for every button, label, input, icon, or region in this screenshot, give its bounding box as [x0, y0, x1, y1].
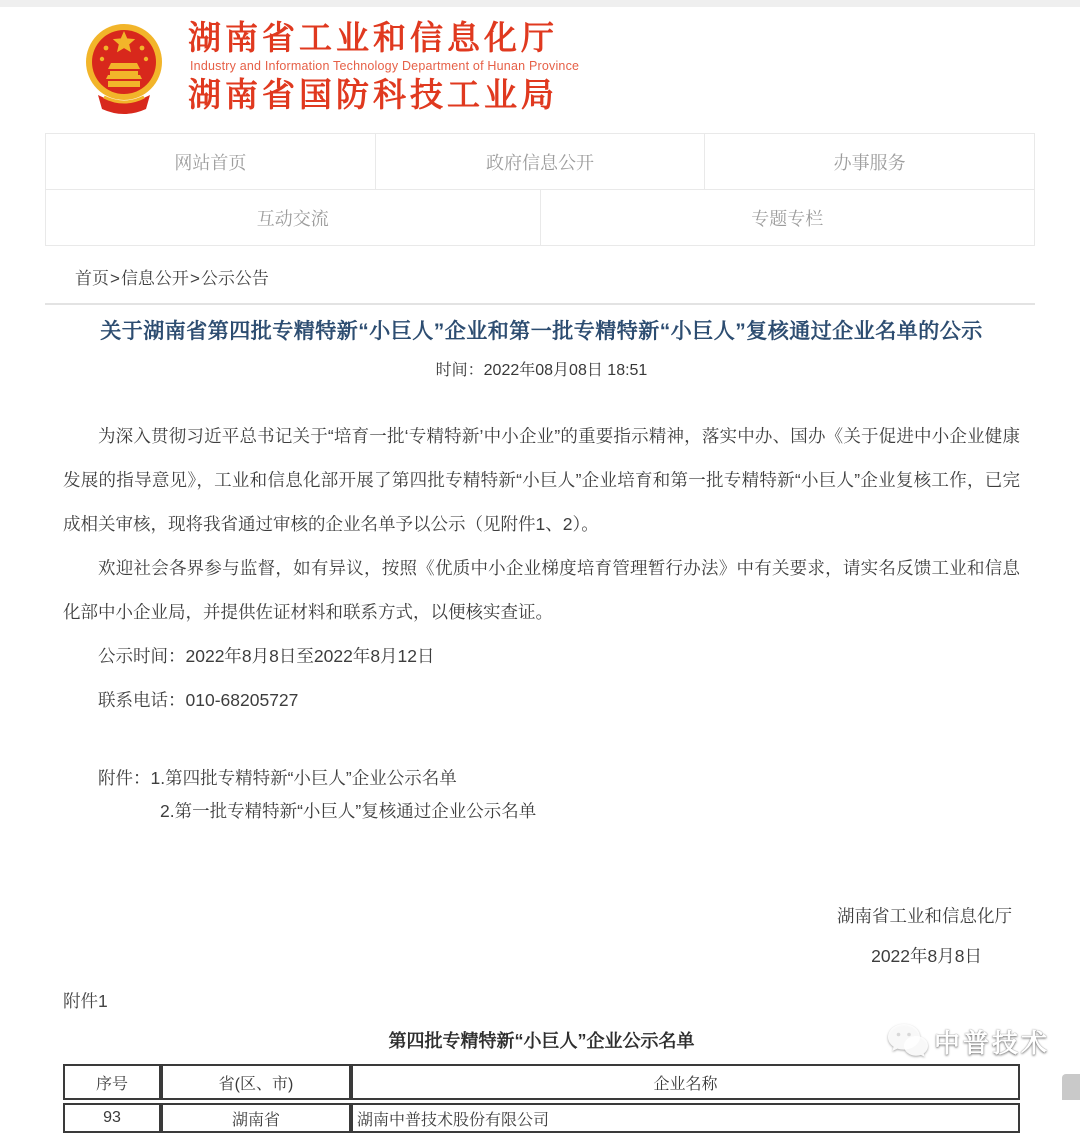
- header-cell-province: 省(区、市): [161, 1064, 351, 1100]
- table-header-row: [63, 1064, 1020, 1100]
- nav-item-interaction[interactable]: 互动交流: [256, 208, 329, 229]
- national-emblem-icon: [84, 17, 164, 121]
- site-header: [0, 7, 1080, 133]
- nav-item-special-topics[interactable]: 专题专栏: [540, 190, 1035, 245]
- org-title-english: Industry and Information Technology Department of Hunan Province: [190, 59, 580, 73]
- nav-item-home[interactable]: 网站首页: [174, 152, 247, 173]
- signature-org: 湖南省工业和信息化厅: [837, 906, 1012, 926]
- attachments: [63, 762, 1020, 828]
- body-paragraph-1: 为深入贯彻习近平总书记关于“培育一批‘专精特新’中小企业”的重要指示精神，落实中办、国办《关于促进中小企业健康发展的指导意见》，工业和信息化部开展了第四批专精特新“小巨人”企业培育和第一批专精特新“小巨人”企业复核工作，已完成相关审核，现将我省通过审核的企业名单予以公示（见附件1、2）。: [63, 426, 1020, 534]
- breadcrumb-separator: >: [110, 269, 120, 288]
- top-strip: [0, 0, 1080, 7]
- publish-time-value: 2022年08月08日 18:51: [483, 362, 648, 379]
- watermark-text: 中普技术: [934, 1027, 1051, 1058]
- contact-phone-line: 联系电话：010-68205727: [98, 690, 299, 710]
- org-names: [188, 17, 579, 114]
- org-title-line2: 湖南省国防科技工业局: [188, 76, 558, 113]
- table-row: [63, 1103, 1020, 1133]
- nav-row-2: [46, 189, 1034, 245]
- cell-company: 湖南中普技术股份有限公司: [351, 1103, 1020, 1133]
- attachments-label: 附件：: [98, 768, 151, 788]
- publish-time: [63, 357, 1020, 380]
- annex1-table: [63, 1061, 1020, 1136]
- annex1-table-title: 第四批专精特新“小巨人”企业公示名单: [388, 1031, 695, 1051]
- signature-block: [63, 896, 1020, 976]
- article: [0, 317, 1080, 1136]
- breadcrumb: [45, 246, 1035, 305]
- header-cell-company: 企业名称: [351, 1064, 1020, 1100]
- scrollbar-corner-tab[interactable]: [1062, 1074, 1080, 1100]
- nav-row-1: [46, 134, 1034, 189]
- breadcrumb-separator: >: [189, 269, 200, 288]
- breadcrumb-home[interactable]: 首页: [75, 269, 109, 288]
- nav-item-services[interactable]: 办事服务: [704, 134, 1034, 189]
- signature-date: 2022年8月8日: [871, 946, 982, 966]
- body-paragraph-2: 欢迎社会各界参与监督，如有异议，按照《优质中小企业梯度培育管理暂行办法》中有关要求，请实名反馈工业和信息化部中小企业局，并提供佐证材料和联系方式，以便核实查证。: [63, 558, 1020, 622]
- annex1-label: 附件1: [63, 991, 108, 1011]
- breadcrumb-info-disclosure[interactable]: 信息公开: [120, 269, 189, 288]
- cell-seq: 93: [63, 1103, 161, 1133]
- org-title-line1: 湖南省工业和信息化厅: [188, 19, 558, 56]
- header-cell-seq: 序号: [63, 1064, 161, 1100]
- publish-time-label: 时间：: [435, 362, 484, 379]
- attachment-item-2[interactable]: 2.第一批专精特新“小巨人”复核通过企业公示名单: [160, 801, 537, 821]
- cell-province: 湖南省: [161, 1103, 351, 1133]
- attachment-item-1[interactable]: 1.第四批专精特新“小巨人”企业公示名单: [150, 768, 457, 788]
- page-title: 关于湖南省第四批专精特新“小巨人”企业和第一批专精特新“小巨人”复核通过企业名单的公示: [100, 320, 983, 343]
- breadcrumb-public-notices[interactable]: 公示公告: [200, 269, 269, 288]
- publicity-period-line: 公示时间：2022年8月8日至2022年8月12日: [98, 646, 435, 666]
- attachment-line-1: [63, 762, 1020, 795]
- nav-item-gov-info[interactable]: 政府信息公开: [375, 134, 705, 189]
- main-nav: [45, 133, 1035, 246]
